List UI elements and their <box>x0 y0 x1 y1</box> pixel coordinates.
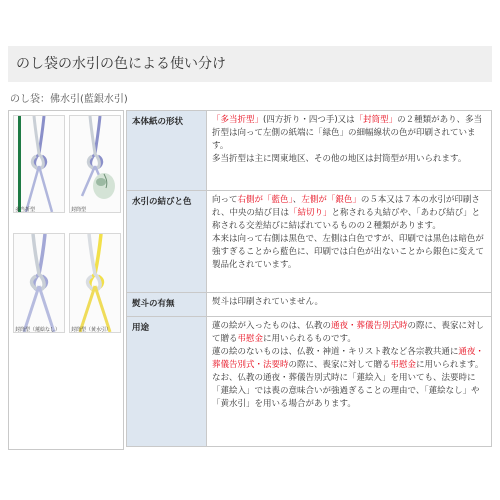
row-label: 熨斗の有無 <box>127 293 207 317</box>
body-text: 多当折型は主に関東地区、その他の地区は封筒型が用いられます。 <box>212 154 467 164</box>
row-content <box>207 191 492 293</box>
row-label: 用途 <box>127 317 207 447</box>
table-row <box>127 293 492 317</box>
body-text: の際に、喪家に対して贈る <box>212 321 485 344</box>
lotus-picture <box>93 173 115 199</box>
highlight-text: 弔慰金 <box>237 334 264 344</box>
highlight-text: 左側が <box>301 195 327 205</box>
image-caption: 封筒型（黄水引） <box>71 327 112 333</box>
row-content <box>207 293 492 317</box>
body-text: の２種類があり、多当折型は向って左側の紙端に「緑色」の細幅線状の色が印刷されています。 <box>212 115 483 151</box>
envelope-illustration <box>70 234 120 332</box>
body-text: (四方折り・四つ手)又は <box>263 115 355 125</box>
body-text: の際に、喪家に対して贈る <box>288 360 391 370</box>
body-text: なお、仏教の通夜・葬儀告別式時に「蓮絵入」を用いても、法要時に「蓮絵入」では喪の意味合いが強過ぎることの理由で、「蓮絵なし」や「黄水引」を用いる場合があります。 <box>212 373 480 409</box>
page-subtitle: のし袋：佛水引(藍銀水引) <box>10 94 128 105</box>
table-row <box>127 191 492 293</box>
highlight-text: 弔慰金 <box>390 360 417 370</box>
envelope-illustration <box>14 116 64 212</box>
product-image-no-lotus <box>13 233 65 333</box>
image-caption: 多当折型 <box>15 207 36 213</box>
body-text: 、 <box>292 195 302 205</box>
body-text: の５本又は７本の水引が印刷され、中央の結び目は <box>212 195 480 218</box>
row-label: 本体紙の形状 <box>127 111 207 191</box>
table-row <box>127 317 492 447</box>
green-fold-line <box>18 116 21 212</box>
highlight-text: 「封筒型」 <box>354 115 398 125</box>
body-text: 本来は向って右側は黒色で、左側は白色ですが、印刷では黒色は暗色が強すぎることから藍色に、印刷では白色が出ないことから銀色に変えて製品化されています。 <box>212 234 485 270</box>
body-text: 向って <box>212 195 238 205</box>
page-title: のし袋の水引の色による使い分け <box>8 46 492 82</box>
envelope-illustration <box>14 234 64 332</box>
highlight-text: 右側が <box>237 195 264 205</box>
body-text: に用いられるものです。 <box>263 334 356 344</box>
image-caption: 封筒型（蓮絵なし） <box>15 327 61 333</box>
product-image-yellow <box>69 233 121 333</box>
product-image-tatoori <box>13 115 65 213</box>
table-row <box>127 111 492 191</box>
row-content <box>207 317 492 447</box>
product-images-panel <box>8 110 124 450</box>
highlight-text: 通夜・葬儀告別式時 <box>331 321 408 331</box>
body-text: に用いられます。 <box>416 360 484 370</box>
highlight-text: 通夜・葬儀告別式・法要時 <box>212 347 484 370</box>
envelope-illustration <box>70 116 120 212</box>
body-text: 蓮の絵が入ったものは、仏教の <box>212 321 332 331</box>
image-caption: 封筒型 <box>71 207 87 213</box>
row-content <box>207 111 492 191</box>
body-text: 蓮の絵のないものは、仏教・神道・キリスト教など各宗教共通に <box>212 347 459 357</box>
body-text: と称される丸結びや、「あわび結び」と称される交差結びに結ばれているものの２種類があります。 <box>212 208 481 231</box>
body-text: 熨斗は印刷されていません。 <box>212 297 324 307</box>
highlight-text: 「多当折型」 <box>212 115 264 125</box>
row-label: 水引の結びと色 <box>127 191 207 293</box>
highlight-text: 「結切り」 <box>289 208 332 218</box>
highlight-text: 「銀色」 <box>326 195 361 205</box>
info-table <box>126 110 492 447</box>
highlight-text: 「藍色」 <box>263 195 293 205</box>
product-image-futo <box>69 115 121 213</box>
